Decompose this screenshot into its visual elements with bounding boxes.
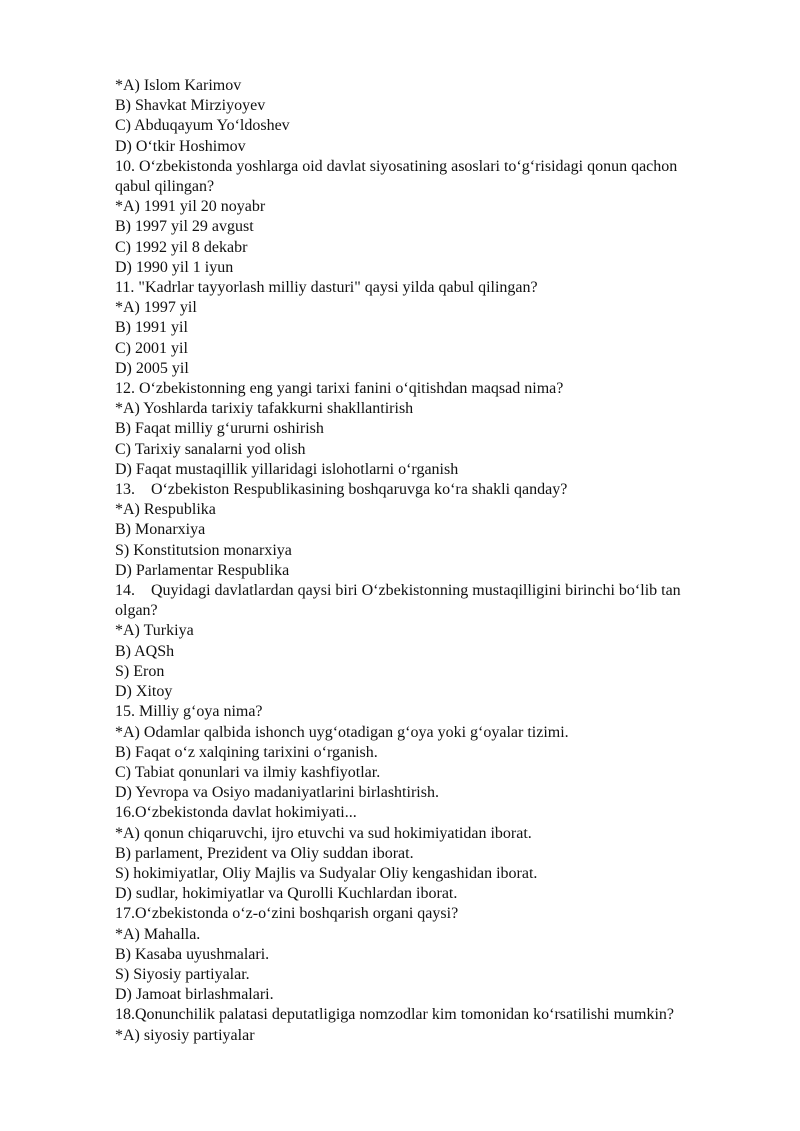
question-text: 14. Quyidagi davlatlardan qaysi biri O‘zbekistonning mustaqilligini birinchi bo‘lib tan (115, 582, 681, 600)
answer-option: *A) Turkiya (115, 622, 194, 640)
question-text: 11. "Kadrlar tayyorlash milliy dasturi" qaysi yilda qabul qilingan? (115, 279, 538, 297)
answer-option: B) Faqat milliy g‘ururni oshirish (115, 420, 324, 438)
answer-option: B) AQSh (115, 642, 175, 660)
answer-option: D) Parlamentar Respublika (115, 561, 290, 579)
answer-option: D) Jamoat birlashmalari. (115, 986, 274, 1004)
answer-option: C) Tarixiy sanalarni yod olish (115, 440, 306, 458)
answer-option: D) O‘tkir Hoshimov (115, 137, 246, 155)
answer-option: *A) Islom Karimov (115, 77, 242, 94)
answer-option: *A) siyosiy partiyalar (115, 1026, 255, 1044)
answer-option: B) 1991 yil (115, 319, 188, 337)
answer-option: D) Faqat mustaqillik yillaridagi islohotlarni o‘rganish (115, 460, 459, 478)
question-text: 16.O‘zbekistonda davlat hokimiyati... (115, 804, 357, 822)
question-text: 15. Milliy g‘oya nima? (115, 703, 263, 721)
answer-option: B) Shavkat Mirziyoyev (115, 97, 266, 115)
question-text: olgan? (115, 602, 158, 620)
answer-option: B) Kasaba uyushmalari. (115, 945, 270, 963)
question-text: 10. O‘zbekistonda yoshlarga oid davlat siyosatining asoslari to‘g‘risidagi qonun qachon (115, 157, 678, 175)
answer-option: *A) Respublika (115, 501, 216, 519)
answer-option: *A) qonun chiqaruvchi, ijro etuvchi va sud hokimiyatidan iborat. (115, 824, 532, 842)
answer-option: B) Faqat o‘z xalqining tarixini o‘rganish. (115, 743, 378, 761)
answer-option: S) Konstitutsion monarxiya (115, 541, 292, 559)
question-text: 17.O‘zbekistonda o‘z-o‘zini boshqarish organi qaysi? (115, 905, 459, 923)
answer-option: *A) Mahalla. (115, 925, 201, 943)
answer-option: D) 1990 yil 1 iyun (115, 258, 234, 276)
answer-option: S) Siyosiy partiyalar. (115, 965, 250, 983)
answer-option: C) Tabiat qonunlari va ilmiy kashfiyotlar. (115, 763, 381, 781)
answer-option: B) Monarxiya (115, 521, 206, 539)
question-text: qabul qilingan? (115, 178, 215, 196)
answer-option: C) 2001 yil (115, 339, 188, 357)
answer-option: B) parlament, Prezident va Oliy suddan iborat. (115, 844, 414, 862)
question-text: 18.Qonunchilik palatasi deputatligiga nomzodlar kim tomonidan ko‘rsatilishi mumkin? (115, 1006, 675, 1024)
answer-option: B) 1997 yil 29 avgust (115, 218, 254, 236)
answer-option: D) 2005 yil (115, 359, 189, 377)
answer-option: D) sudlar, hokimiyatlar va Qurolli Kuchlardan iborat. (115, 885, 458, 903)
answer-option: D) Xitoy (115, 683, 173, 701)
answer-option: S) Eron (115, 662, 165, 680)
document-page (115, 76, 745, 1046)
question-text: 12. O‘zbekistonning eng yangi tarixi fanini o‘qitishdan maqsad nima? (115, 380, 564, 398)
answer-option: *A) 1997 yil (115, 299, 197, 317)
question-text: 13. O‘zbekiston Respublikasining boshqaruvga ko‘ra shakli qanday? (115, 481, 568, 499)
answer-option: S) hokimiyatlar, Oliy Majlis va Sudyalar Oliy kengashidan iborat. (115, 864, 538, 882)
answer-option: *A) 1991 yil 20 noyabr (115, 198, 266, 216)
answer-option: C) 1992 yil 8 dekabr (115, 238, 248, 256)
answer-option: *A) Odamlar qalbida ishonch uyg‘otadigan g‘oya yoki g‘oyalar tizimi. (115, 723, 569, 741)
answer-option: *A) Yoshlarda tarixiy tafakkurni shakllantirish (115, 400, 414, 418)
answer-option: D) Yevropa va Osiyo madaniyatlarini birlashtirish. (115, 784, 439, 802)
answer-option: C) Abduqayum Yo‘ldoshev (115, 117, 290, 135)
